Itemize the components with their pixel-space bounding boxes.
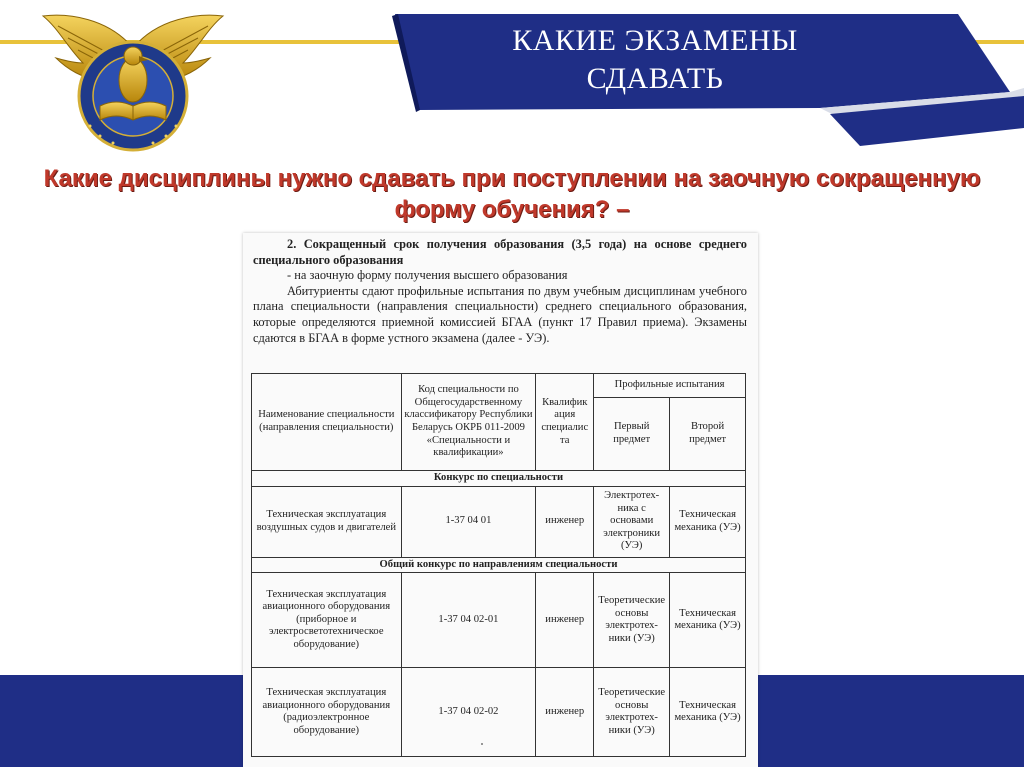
section-row-general — [252, 557, 746, 573]
row-name: Техническая эксплуатация авиационного оборудования (приборное и электросветотехническое оборудование) — [252, 573, 402, 668]
row-first-subject: Электротех-ника с основами электроники (УЭ) — [594, 486, 670, 557]
question-line2: форму обучения? – — [394, 196, 630, 223]
row-qualification: инженер — [536, 486, 594, 557]
document-intro — [253, 237, 747, 346]
slide-title-line2: СДАВАТЬ — [586, 62, 724, 95]
row-code: 1-37 04 02-01 — [401, 573, 536, 668]
header-profile-tests: Профильные испытания — [594, 374, 746, 398]
row-first-subject: Теоретические основы электротех-ники (УЭ) — [594, 573, 670, 668]
exams-table — [251, 373, 746, 757]
header-qualification: Квалифик ация специалис та — [536, 374, 594, 471]
table-row — [252, 668, 746, 757]
table-header-row — [252, 374, 746, 398]
slide-title — [470, 22, 840, 98]
table-row — [252, 573, 746, 668]
row-qualification: инженер — [536, 573, 594, 668]
header-specialty-code: Код специальности по Общегосударственному классификатору Республики Беларусь ОКРБ 011-2009 «Специальности и квалификации» — [401, 374, 536, 471]
slide-title-line1: КАКИЕ ЭКЗАМЕНЫ — [512, 24, 798, 57]
scan-speck — [481, 743, 483, 745]
row-second-subject: Техническая механика (УЭ) — [670, 486, 746, 557]
table-row — [252, 486, 746, 557]
header-first-subject: Первый предмет — [594, 398, 670, 471]
row-name: Техническая эксплуатация авиационного оборудования (радиоэлектронное оборудование) — [252, 668, 402, 757]
academy-emblem-icon — [38, 8, 228, 153]
section-specialty: Конкурс по специальности — [252, 471, 746, 487]
row-code: 1-37 04 01 — [401, 486, 536, 557]
question-line1: Какие дисциплины нужно сдавать при поступлении на заочную сокращенную — [43, 165, 981, 192]
scanned-document — [243, 233, 758, 767]
row-first-subject: Теоретические основы электротех-ники (УЭ) — [594, 668, 670, 757]
row-qualification: инженер — [536, 668, 594, 757]
document-subheading: - на заочную форму получения высшего образования — [287, 268, 568, 283]
question-heading — [40, 163, 984, 225]
row-name: Техническая эксплуатация воздушных судов и двигателей — [252, 486, 402, 557]
section-row-specialty — [252, 471, 746, 487]
row-second-subject: Техническая механика (УЭ) — [670, 573, 746, 668]
section-general: Общий конкурс по направлениям специальности — [252, 557, 746, 573]
row-second-subject: Техническая механика (УЭ) — [670, 668, 746, 757]
document-body: Абитуриенты сдают профильные испытания по двум учебным дисциплинам учебного плана специальности (направления специальности) среднего специального образования, которые определяются приемной комиссией БГАА (пункт 17 Правил приема). Экзамены сдаются в БГАА в форме устного экзамена (далее - УЭ). — [253, 283, 747, 345]
row-code: 1-37 04 02-02 — [401, 668, 536, 757]
document-heading: 2. Сокращенный срок получения образования (3,5 года) на основе среднего специального образования — [253, 237, 747, 267]
header-second-subject: Второй предмет — [670, 398, 746, 471]
header-specialty-name: Наименование специальности (направления специальности) — [252, 374, 402, 471]
